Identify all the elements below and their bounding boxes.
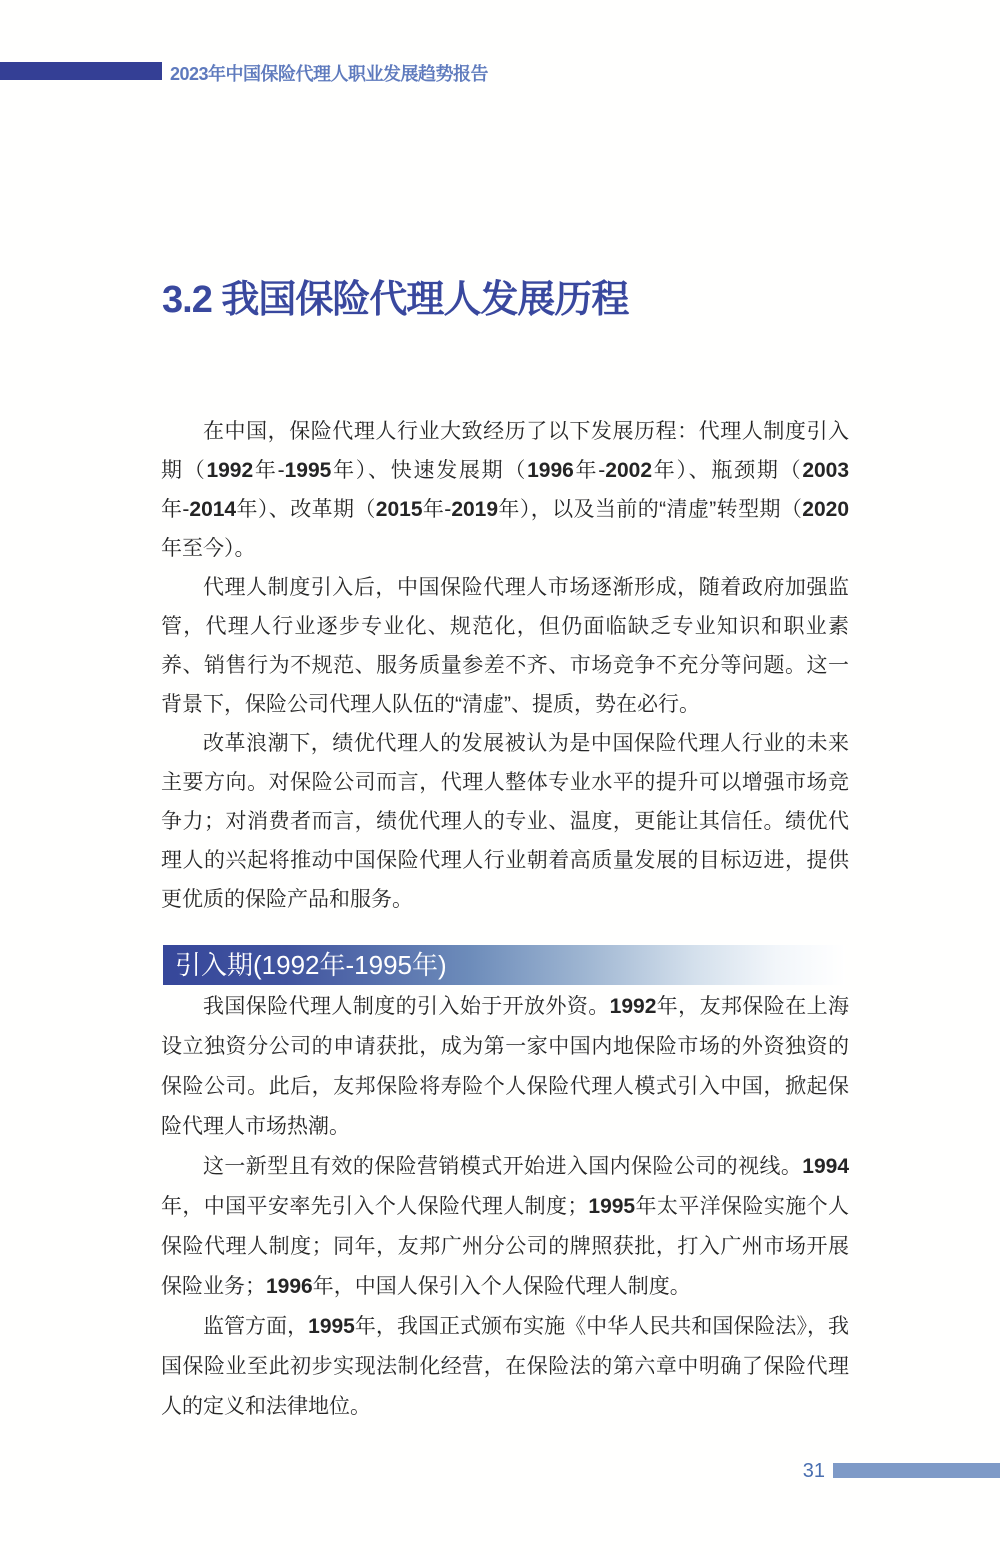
subsection-paragraph-1: 我国保险代理人制度的引入始于开放外资。1992年，友邦保险在上海设立独资分公司的申请获批，成为第一家中国内地保险市场的外资独资的保险公司。此后，友邦保险将寿险个人保险代理人模式引入中国，掀起保险代理人市场热潮。 (161, 995, 850, 1138)
report-header-title: 2023年中国保险代理人职业发展趋势报告 (170, 64, 489, 84)
subsection-paragraph-2: 这一新型且有效的保险营销模式开始进入国内保险公司的视线。1994年，中国平安率先引入个人保险代理人制度；1995年太平洋保险实施个人保险代理人制度；同年，友邦广州分公司的牌照获批，打入广州市场开展保险业务；1996年，中国人保引入个人保险代理人制度。 (161, 1155, 849, 1298)
subsection-text-block (161, 987, 849, 1427)
intro-text-block (161, 412, 849, 919)
intro-paragraph-3: 改革浪潮下，绩优代理人的发展被认为是中国保险代理人行业的未来主要方向。对保险公司而言，代理人整体专业水平的提升可以增强市场竞争力；对消费者而言，绩优代理人的专业、温度，更能让其信任。绩优代理人的兴起将推动中国保险代理人行业朝着高质量发展的目标迈进，提供更优质的保险产品和服务。 (161, 732, 849, 911)
header-accent-bar (0, 62, 162, 80)
intro-paragraph-2: 代理人制度引入后，中国保险代理人市场逐渐形成，随着政府加强监管，代理人行业逐步专业化、规范化，但仍面临缺乏专业知识和职业素养、销售行为不规范、服务质量参差不齐、市场竞争不充分等问题。这一背景下，保险公司代理人队伍的“清虚”、提质，势在必行。 (161, 576, 849, 716)
page-number: 31 (802, 1460, 825, 1482)
subsection-banner-title: 引入期(1992年-1995年) (175, 950, 447, 980)
subsection-banner (163, 945, 845, 985)
footer-accent-bar (833, 1463, 1000, 1478)
intro-paragraph-1: 在中国，保险代理人行业大致经历了以下发展历程：代理人制度引入期（1992年-1995年）、快速发展期（1996年-2002年）、瓶颈期（2003年-2014年）、改革期（2015年-2019年），以及当前的“清虚”转型期（2020年至今）。 (161, 420, 850, 560)
section-title: 3.2 我国保险代理人发展历程 (162, 279, 629, 321)
subsection-paragraph-3: 监管方面，1995年，我国正式颁布实施《中华人民共和国保险法》，我国保险业至此初步实现法制化经营，在保险法的第六章中明确了保险代理人的定义和法律地位。 (161, 1315, 850, 1418)
